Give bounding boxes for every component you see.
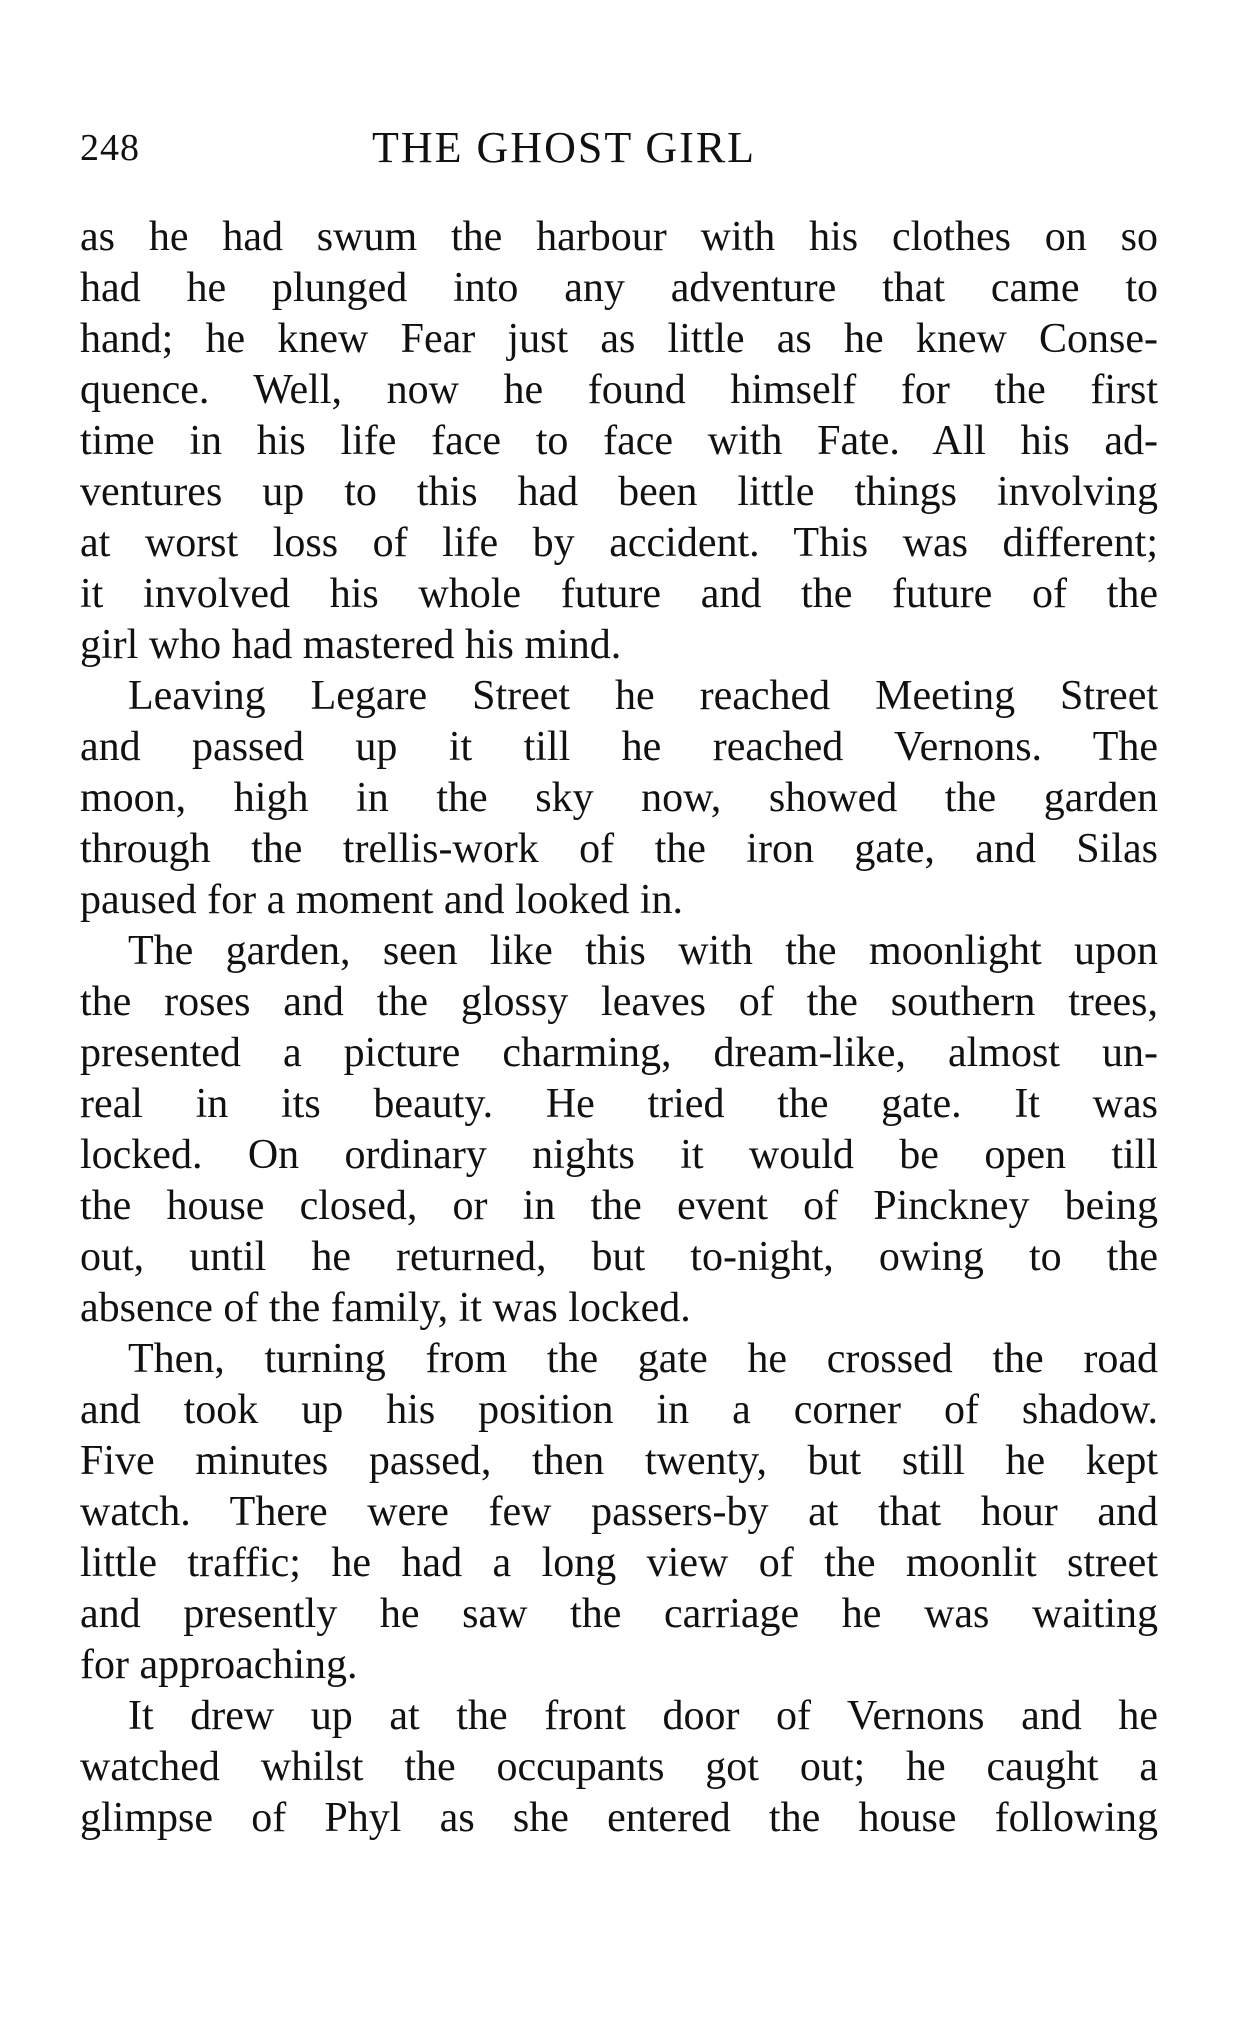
running-title: THE GHOST GIRL: [372, 123, 757, 172]
paragraph: [80, 212, 1158, 671]
text-line: presented a picture charming, dream-like, almost un-: [80, 1030, 1158, 1076]
text-line: Five minutes passed, then twenty, but still he kept: [80, 1438, 1158, 1484]
text-line: girl who had mastered his mind.: [80, 622, 622, 668]
text-line: and presently he saw the carriage he was waiting: [80, 1591, 1158, 1637]
body-text: [80, 212, 1158, 1844]
text-line: little traffic; he had a long view of the moonlit street: [80, 1540, 1158, 1586]
text-line: time in his life face to face with Fate. All his ad-: [80, 418, 1158, 464]
text-line: through the trellis-work of the iron gate, and Silas: [80, 826, 1158, 872]
text-line: watched whilst the occupants got out; he caught a: [80, 1744, 1158, 1790]
text-line: Then, turning from the gate he crossed the road: [128, 1336, 1158, 1382]
text-line: ventures up to this had been little things involving: [80, 469, 1158, 515]
text-line: moon, high in the sky now, showed the garden: [80, 775, 1158, 821]
paragraph: [80, 926, 1158, 1334]
text-line: The garden, seen like this with the moonlight upon: [128, 928, 1158, 974]
text-line: at worst loss of life by accident. This was different;: [80, 520, 1158, 566]
paragraph: [80, 1334, 1158, 1691]
text-line: out, until he returned, but to-night, owing to the: [80, 1234, 1158, 1280]
paragraph: [80, 671, 1158, 926]
text-line: paused for a moment and looked in.: [80, 877, 684, 923]
paragraph: [80, 1691, 1158, 1844]
text-line: It drew up at the front door of Vernons and he: [128, 1693, 1158, 1739]
text-line: Leaving Legare Street he reached Meeting Street: [128, 673, 1158, 719]
text-line: and took up his position in a corner of shadow.: [80, 1387, 1158, 1433]
text-line: as he had swum the harbour with his clothes on so: [80, 214, 1158, 260]
page-header: [80, 118, 1160, 178]
text-line: real in its beauty. He tried the gate. It was: [80, 1081, 1158, 1127]
text-line: absence of the family, it was locked.: [80, 1285, 691, 1331]
text-line: the roses and the glossy leaves of the southern trees,: [80, 979, 1158, 1025]
text-line: had he plunged into any adventure that came to: [80, 265, 1158, 311]
text-line: locked. On ordinary nights it would be open till: [80, 1132, 1158, 1178]
text-line: it involved his whole future and the future of the: [80, 571, 1158, 617]
text-line: the house closed, or in the event of Pinckney being: [80, 1183, 1158, 1229]
page-number: 248: [80, 127, 140, 169]
text-line: quence. Well, now he found himself for the first: [80, 367, 1158, 413]
text-line: for approaching.: [80, 1642, 358, 1688]
text-line: and passed up it till he reached Vernons. The: [80, 724, 1158, 770]
text-line: glimpse of Phyl as she entered the house following: [80, 1795, 1158, 1841]
text-line: watch. There were few passers-by at that hour and: [80, 1489, 1158, 1535]
text-line: hand; he knew Fear just as little as he knew Conse-: [80, 316, 1158, 362]
